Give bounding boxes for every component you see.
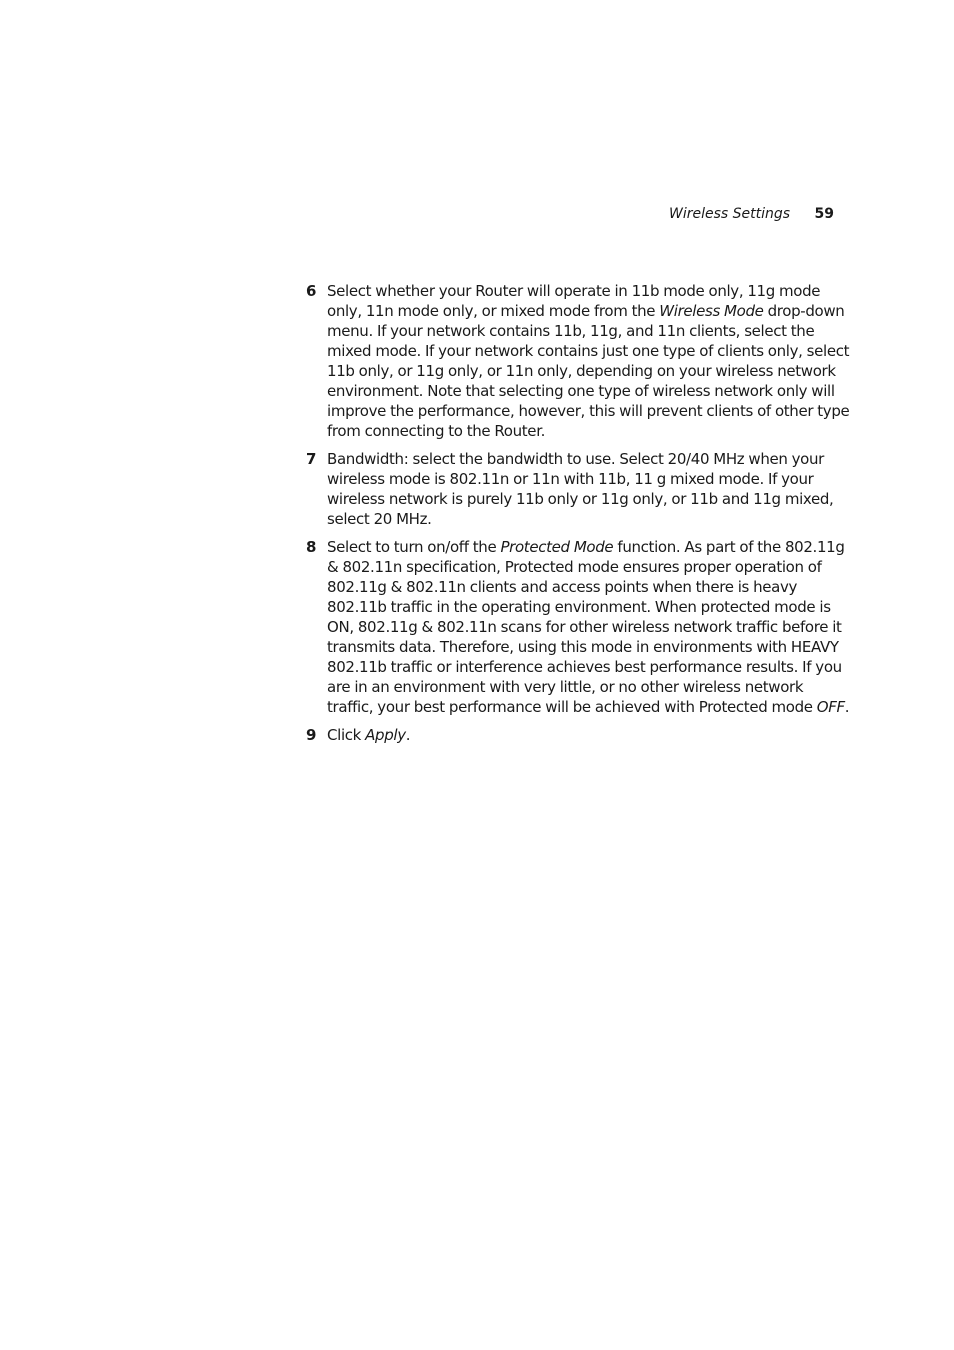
step-item-9 bbox=[306, 725, 851, 745]
step-text-run: Select to turn on/off the bbox=[327, 538, 501, 556]
step-text-run: . bbox=[844, 698, 850, 716]
step-text-run: Click bbox=[327, 726, 366, 744]
step-item-7 bbox=[306, 449, 851, 529]
step-text bbox=[327, 537, 851, 717]
ui-term-off: OFF bbox=[816, 698, 845, 716]
step-item-8 bbox=[306, 537, 851, 717]
step-text bbox=[327, 449, 851, 529]
step-text-run: drop-down menu. If your network contains 11b, 11g, and 11n clients, select the mixed mode. If your network contains just one type of clients only, select 11b only, or 11g only, or 11n only, depending on your wireless network environment. Note that selecting one type of wireless network only will improve the performance, however, this will prevent clients of other type from connecting to the Router. bbox=[327, 302, 850, 440]
step-number: 7 bbox=[306, 450, 317, 468]
step-text bbox=[327, 725, 851, 745]
step-text-run: Select whether your Router will operate in 11b mode only, 11g mode only, 11n mode only, or mixed mode from the bbox=[327, 282, 821, 320]
step-item-6 bbox=[306, 281, 851, 441]
step-number: 8 bbox=[306, 538, 317, 556]
ui-term-apply: Apply bbox=[365, 726, 406, 744]
step-number: 6 bbox=[306, 282, 317, 300]
step-list bbox=[306, 281, 851, 753]
ui-term-protected-mode: Protected Mode bbox=[500, 538, 614, 556]
step-text-run: Bandwidth: select the bandwidth to use. Select 20/40 MHz when your wireless mode is 802.11n or 11n with 11b, 11 g mixed mode. If your wireless network is purely 11b only or 11g only, or 11b and 11g mixed, select 20 MHz. bbox=[327, 450, 834, 528]
step-text bbox=[327, 281, 851, 441]
page-number: 59 bbox=[814, 206, 834, 222]
step-text-run: . bbox=[405, 726, 411, 744]
step-number: 9 bbox=[306, 726, 317, 744]
running-header bbox=[669, 205, 834, 223]
step-text-run: function. As part of the 802.11g & 802.11n specification, Protected mode ensures proper operation of 802.11g & 802.11n clients and access points when there is heavy 802.11b traffic in the operating environment. When protected mode is ON, 802.11g & 802.11n scans for other wireless network traffic before it transmits data. Therefore, using this mode in environments with HEAVY 802.11b traffic or interference achieves best performance results. If you are in an environment with very little, or no other wireless network traffic, your best performance will be achieved with Protected mode bbox=[327, 538, 845, 716]
ui-term-wireless-mode: Wireless Mode bbox=[659, 302, 764, 320]
header-section-title: Wireless Settings bbox=[668, 206, 791, 222]
